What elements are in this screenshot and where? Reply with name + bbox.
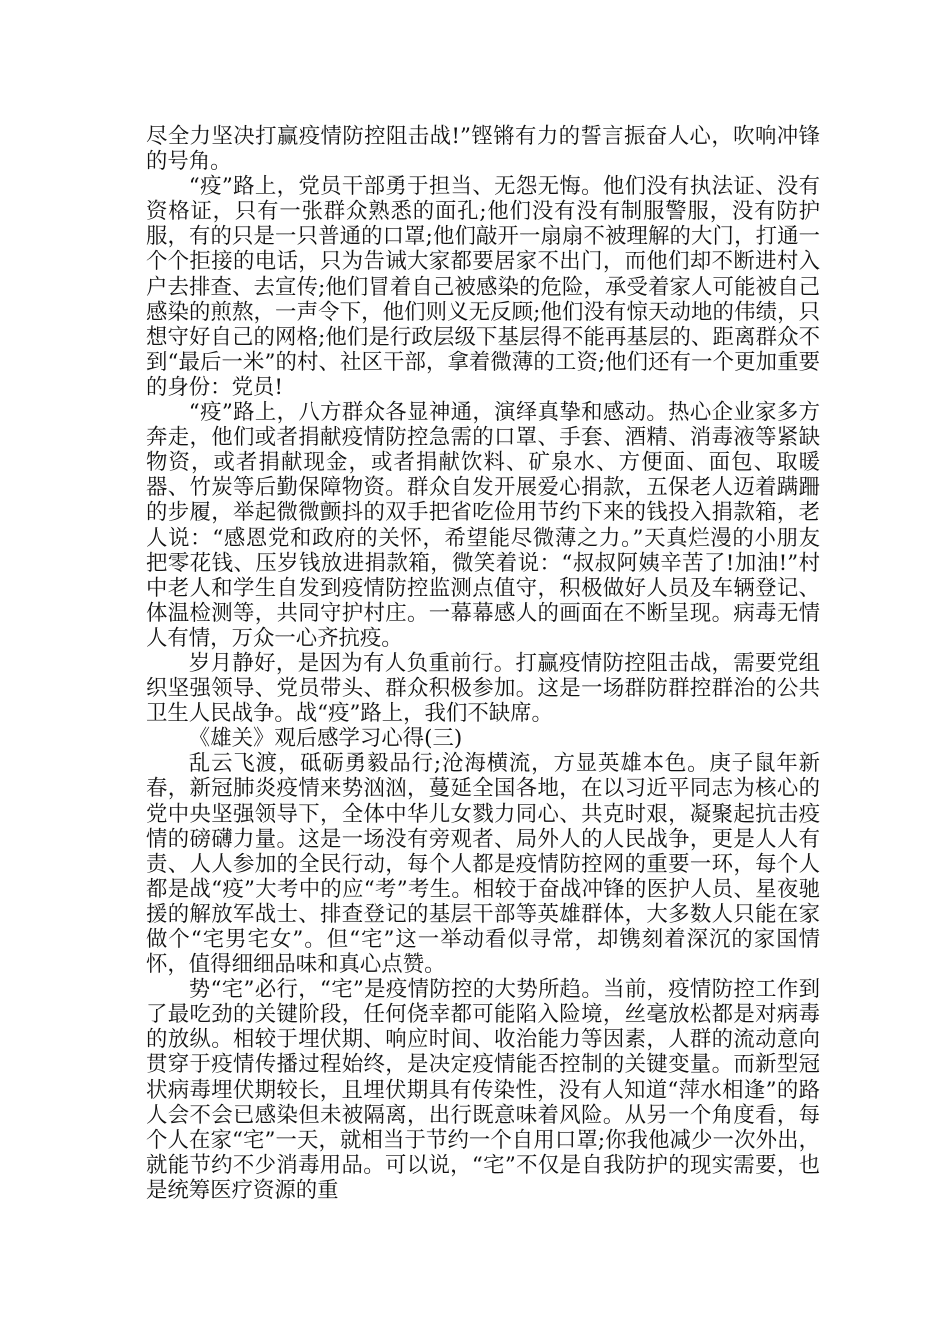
paragraph-4: 岁月静好，是因为有人负重前行。打赢疫情防控阻击战，需要党组织坚强领导、党员带头、群众积极参加。这是一场群防群控群治的公共卫生人民战争。战“疫”路上，我们不缺席。 <box>146 650 820 727</box>
paragraph-1: 尽全力坚决打赢疫情防控阻击战!”铿锵有力的誓言振奋人心，吹响冲锋的号角。 <box>146 124 820 175</box>
section-heading: 《雄关》观后感学习心得(三) <box>188 726 463 752</box>
document-page <box>146 124 820 1203</box>
paragraph-3: “疫”路上，八方群众各显神通，演绎真挚和感动。热心企业家多方奔走，他们或者捐献疫情防控急需的口罩、手套、酒精、消毒液等紧缺物资，或者捐献现金，或者捐献饮料、矿泉水、方便面、面包、取暖器、竹炭等后勤保障物资。群众自发开展爱心捐款，五保老人迈着蹒跚的步履，举起微微颤抖的双手把省吃俭用节约下来的钱投入捐款箱，老人说：“感恩党和政府的关怀，希望能尽微薄之力。”天真烂漫的小朋友把零花钱、压岁钱放进捐款箱，微笑着说：“叔叔阿姨辛苦了!加油!”村中老人和学生自发到疫情防控监测点值守，积极做好人员及车辆登记、体温检测等，共同守护村庄。一幕幕感人的画面在不断呈现。病毒无情人有情，万众一心齐抗疫。 <box>146 400 820 651</box>
paragraph-6: 势“宅”必行，“宅”是疫情防控的大势所趋。当前，疫情防控工作到了最吃劲的关键阶段，任何侥幸都可能陷入险境，丝毫放松都是对病毒的放纵。相较于埋伏期、响应时间、收治能力等因素，人群的流动意向贯穿于疫情传播过程始终，是决定疫情能否控制的关键变量。而新型冠状病毒埋伏期较长，且埋伏期具有传染性，没有人知道“萍水相逢”的路人会不会已感染但未被隔离，出行既意味着风险。从另一个角度看，每个人在家“宅”一天，就相当于节约一个自用口罩;你我他减少一次外出，就能节约不少消毒用品。可以说，“宅”不仅是自我防护的现实需要，也是统筹医疗资源的重 <box>146 977 820 1203</box>
paragraph-2: “疫”路上，党员干部勇于担当、无怨无悔。他们没有执法证、没有资格证，只有一张群众熟悉的面孔;他们没有没有制服警服，没有防护服，有的只是一只普通的口罩;他们敲开一扇扇不被理解的大门，打通一个个拒接的电话，只为告诫大家都要居家不出门，而他们却不断进村入户去排查、去宣传;他们冒着自己被感染的危险，承受着家人可能被自己感染的煎熬，一声令下，他们则义无反顾;他们没有惊天动地的伟绩，只想守好自己的网格;他们是行政层级下基层得不能再基层的、距离群众不到“最后一米”的村、社区干部，拿着微薄的工资;他们还有一个更加重要的身份：党员! <box>146 174 820 400</box>
paragraph-5: 乱云飞渡，砥砺勇毅品行;沧海横流，方显英雄本色。庚子鼠年新春，新冠肺炎疫情来势汹汹，蔓延全国各地，在以习近平同志为核心的党中央坚强领导下，全体中华儿女戮力同心、共克时艰，凝聚起抗击疫情的磅礴力量。这是一场没有旁观者、局外人的人民战争，更是人人有责、人人参加的全民行动，每个人都是疫情防控网的重要一环，每个人都是战“疫”大考中的应“考”考生。相较于奋战冲锋的医护人员、星夜驰援的解放军战士、排查登记的基层干部等英雄群体，大多数人只能在家做个“宅男宅女”。但“宅”这一举动看似寻常，却镌刻着深沉的家国情怀，值得细细品味和真心点赞。 <box>146 751 820 978</box>
